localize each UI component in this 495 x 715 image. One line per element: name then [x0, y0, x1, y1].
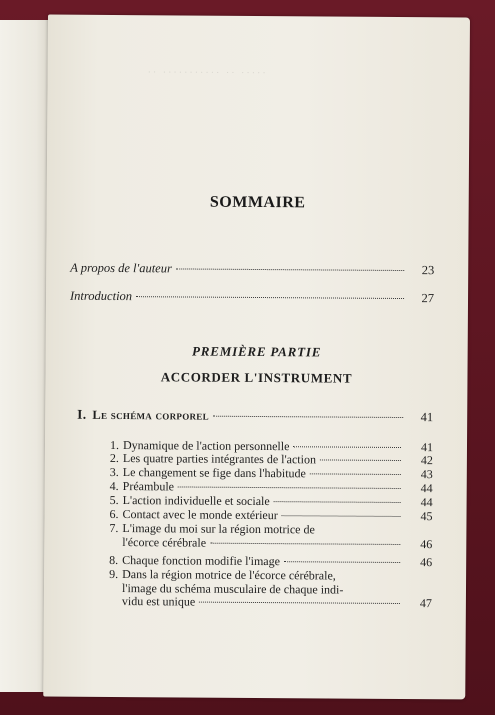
section-title-line: Les quatre parties intégrantes de l'action — [122, 451, 317, 467]
section-number: 4. — [109, 478, 119, 494]
dot-leader — [320, 459, 401, 461]
dot-leader — [199, 602, 400, 604]
section-title-line: l'écorce cérébrale — [122, 534, 207, 550]
page-title: SOMMAIRE — [209, 193, 306, 212]
section-title-line: l'image du schéma musculaire de chaque indi- — [121, 580, 344, 597]
section-number: 7. — [109, 520, 119, 536]
bleed-through-text: ·· ··········· ·· ····· — [147, 67, 268, 80]
dot-leader — [293, 446, 401, 448]
section-title-line: Dynamique de l'action personnelle — [122, 438, 290, 454]
section-number: 8. — [109, 552, 119, 568]
section-number: 3. — [109, 464, 119, 480]
toc-entry-label: Introduction — [69, 288, 133, 304]
toc-page-number: 43 — [420, 467, 433, 482]
dot-leader — [176, 268, 404, 271]
section-title-line: L'action individuelle et sociale — [122, 493, 270, 509]
section-number: 5. — [109, 492, 119, 508]
toc-entry-label: A propos de l'auteur — [70, 260, 172, 276]
toc-page-number: 46 — [420, 536, 433, 551]
dot-leader — [213, 416, 403, 418]
dot-leader — [274, 501, 401, 503]
section-number: 6. — [109, 506, 119, 522]
dot-leader — [136, 296, 404, 299]
section-title-line: Préambule — [122, 479, 175, 494]
section-number: 2. — [109, 450, 119, 466]
section-number: 9. — [109, 566, 119, 582]
part-label: PREMIÈRE PARTIE — [192, 343, 322, 360]
toc-page-number: 47 — [419, 596, 432, 611]
toc-page-number: 23 — [421, 263, 435, 278]
toc-page-number: 44 — [420, 481, 433, 496]
section-title-line: Contact avec le monde extérieur — [122, 507, 278, 523]
toc-page-number: 41 — [420, 440, 434, 455]
book-page — [43, 15, 470, 700]
toc-entry-introduction — [70, 289, 434, 307]
dot-leader — [282, 515, 401, 517]
chapter-title: Le schéma corporel — [92, 407, 209, 423]
toc-entry-about-author — [70, 261, 434, 279]
dot-leader — [178, 486, 401, 489]
toc-page-number: 27 — [421, 291, 435, 306]
toc-page-number: 44 — [420, 495, 433, 510]
toc-section-item — [102, 522, 432, 551]
chapter-number: I. — [77, 406, 87, 422]
toc-page-number: 46 — [420, 555, 433, 570]
toc-page-number: 41 — [420, 410, 434, 425]
section-title-line: Le changement se fige dans l'habitude — [122, 465, 306, 481]
section-number: 1. — [109, 437, 120, 453]
toc-page-number: 42 — [420, 453, 433, 468]
section-title-line: Chaque fonction modifie l'image — [122, 553, 281, 569]
dot-leader — [284, 561, 400, 563]
toc-page-number: 45 — [420, 509, 433, 524]
dot-leader — [210, 542, 400, 544]
chapter-label — [77, 407, 209, 424]
section-title-line: L'image du moi sur la région motrice de — [122, 521, 315, 537]
section-title-line: Dans la région motrice de l'écorce cérébrale, — [122, 567, 336, 583]
toc-chapter-1 — [77, 407, 433, 425]
section-title-line: vidu est unique — [121, 594, 196, 609]
dot-leader — [310, 473, 401, 475]
toc-section-item — [102, 568, 432, 611]
part-title: ACCORDER L'INSTRUMENT — [160, 369, 353, 386]
